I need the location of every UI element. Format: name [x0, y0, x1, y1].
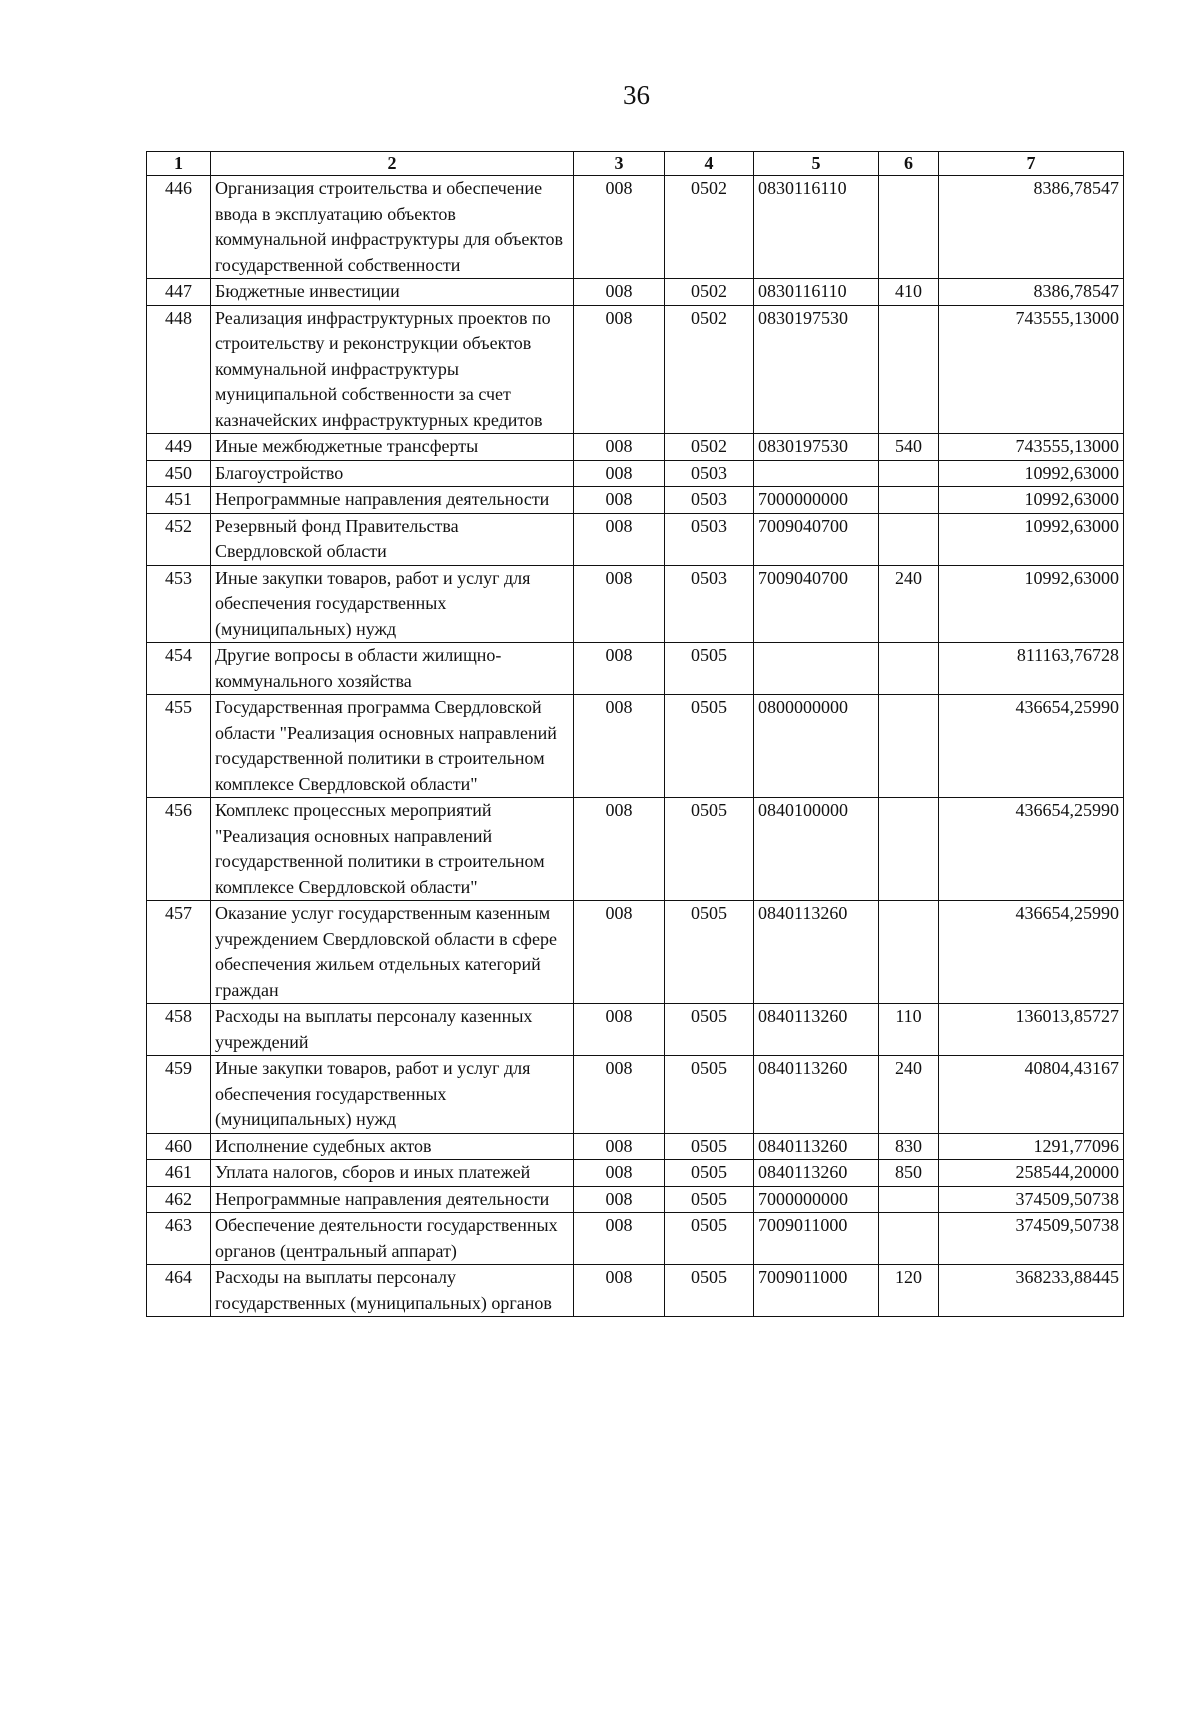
section-code-cell: 0505 — [665, 1133, 754, 1160]
row-number-cell: 452 — [147, 513, 211, 565]
section-code-cell: 0505 — [665, 1160, 754, 1187]
expense-name-cell: Государственная программа Свердловской области "Реализация основных направлений государственной политики в строительном комплексе Свердловской области" — [211, 695, 574, 798]
expense-name-cell: Другие вопросы в области жилищно-коммунального хозяйства — [211, 643, 574, 695]
table-row — [147, 695, 1124, 798]
row-number-cell: 448 — [147, 305, 211, 434]
expense-name-cell: Иные закупки товаров, работ и услуг для обеспечения государственных (муниципальных) нужд — [211, 1056, 574, 1134]
expense-type-code-cell: 830 — [879, 1133, 939, 1160]
department-code-cell: 008 — [574, 565, 665, 643]
target-article-code-cell: 0840100000 — [754, 798, 879, 901]
amount-cell: 436654,25990 — [939, 798, 1124, 901]
section-code-cell: 0502 — [665, 176, 754, 279]
row-number-cell: 459 — [147, 1056, 211, 1134]
section-code-cell: 0505 — [665, 1056, 754, 1134]
expense-type-code-cell — [879, 901, 939, 1004]
target-article-code-cell: 7009011000 — [754, 1265, 879, 1317]
column-header: 2 — [211, 152, 574, 176]
expense-type-code-cell: 240 — [879, 1056, 939, 1134]
section-code-cell: 0503 — [665, 513, 754, 565]
section-code-cell: 0505 — [665, 1004, 754, 1056]
section-code-cell: 0505 — [665, 1265, 754, 1317]
row-number-cell: 454 — [147, 643, 211, 695]
department-code-cell: 008 — [574, 487, 665, 514]
table-row — [147, 901, 1124, 1004]
table-row — [147, 176, 1124, 279]
target-article-code-cell: 0830197530 — [754, 305, 879, 434]
department-code-cell: 008 — [574, 176, 665, 279]
expense-type-code-cell: 240 — [879, 565, 939, 643]
amount-cell: 368233,88445 — [939, 1265, 1124, 1317]
expense-type-code-cell: 110 — [879, 1004, 939, 1056]
target-article-code-cell: 0840113260 — [754, 1004, 879, 1056]
amount-cell: 743555,13000 — [939, 305, 1124, 434]
target-article-code-cell: 0840113260 — [754, 1160, 879, 1187]
section-code-cell: 0505 — [665, 1213, 754, 1265]
column-header: 6 — [879, 152, 939, 176]
expense-name-cell: Бюджетные инвестиции — [211, 279, 574, 306]
row-number-cell: 464 — [147, 1265, 211, 1317]
budget-table — [146, 151, 1124, 1317]
department-code-cell: 008 — [574, 1004, 665, 1056]
department-code-cell: 008 — [574, 798, 665, 901]
row-number-cell: 457 — [147, 901, 211, 1004]
table-header-row — [147, 152, 1124, 176]
row-number-cell: 461 — [147, 1160, 211, 1187]
expense-name-cell: Расходы на выплаты персоналу государственных (муниципальных) органов — [211, 1265, 574, 1317]
expense-type-code-cell — [879, 487, 939, 514]
section-code-cell: 0505 — [665, 1186, 754, 1213]
expense-name-cell: Расходы на выплаты персоналу казенных учреждений — [211, 1004, 574, 1056]
target-article-code-cell: 7000000000 — [754, 487, 879, 514]
column-header: 1 — [147, 152, 211, 176]
amount-cell: 10992,63000 — [939, 513, 1124, 565]
page-number: 36 — [623, 80, 650, 110]
department-code-cell: 008 — [574, 1160, 665, 1187]
department-code-cell: 008 — [574, 1265, 665, 1317]
section-code-cell: 0505 — [665, 643, 754, 695]
department-code-cell: 008 — [574, 305, 665, 434]
row-number-cell: 458 — [147, 1004, 211, 1056]
department-code-cell: 008 — [574, 643, 665, 695]
target-article-code-cell: 0840113260 — [754, 1133, 879, 1160]
column-header: 3 — [574, 152, 665, 176]
department-code-cell: 008 — [574, 513, 665, 565]
table-row — [147, 798, 1124, 901]
row-number-cell: 446 — [147, 176, 211, 279]
target-article-code-cell — [754, 643, 879, 695]
expense-type-code-cell: 120 — [879, 1265, 939, 1317]
table-row — [147, 1213, 1124, 1265]
target-article-code-cell — [754, 460, 879, 487]
row-number-cell: 453 — [147, 565, 211, 643]
section-code-cell: 0505 — [665, 695, 754, 798]
table-row — [147, 305, 1124, 434]
expense-type-code-cell: 410 — [879, 279, 939, 306]
amount-cell: 258544,20000 — [939, 1160, 1124, 1187]
amount-cell: 8386,78547 — [939, 279, 1124, 306]
expense-name-cell: Иные межбюджетные трансферты — [211, 434, 574, 461]
expense-name-cell: Иные закупки товаров, работ и услуг для обеспечения государственных (муниципальных) нужд — [211, 565, 574, 643]
target-article-code-cell: 0840113260 — [754, 1056, 879, 1134]
expense-type-code-cell: 850 — [879, 1160, 939, 1187]
table-row — [147, 434, 1124, 461]
table-row — [147, 1186, 1124, 1213]
table-body — [147, 176, 1124, 1317]
table-row — [147, 1265, 1124, 1317]
row-number-cell: 451 — [147, 487, 211, 514]
department-code-cell: 008 — [574, 1213, 665, 1265]
section-code-cell: 0502 — [665, 305, 754, 434]
expense-name-cell: Резервный фонд Правительства Свердловской области — [211, 513, 574, 565]
expense-name-cell: Обеспечение деятельности государственных органов (центральный аппарат) — [211, 1213, 574, 1265]
expense-name-cell: Уплата налогов, сборов и иных платежей — [211, 1160, 574, 1187]
expense-type-code-cell — [879, 1213, 939, 1265]
expense-type-code-cell — [879, 643, 939, 695]
target-article-code-cell: 7009011000 — [754, 1213, 879, 1265]
expense-name-cell: Реализация инфраструктурных проектов по строительству и реконструкции объектов коммунальной инфраструктуры муниципальной собственности за счет казначейских инфраструктурных кредитов — [211, 305, 574, 434]
target-article-code-cell: 7009040700 — [754, 513, 879, 565]
table-row — [147, 279, 1124, 306]
column-header: 5 — [754, 152, 879, 176]
table-row — [147, 1004, 1124, 1056]
amount-cell: 743555,13000 — [939, 434, 1124, 461]
expense-name-cell: Организация строительства и обеспечение ввода в эксплуатацию объектов коммунальной инфраструктуры для объектов государственной собственности — [211, 176, 574, 279]
target-article-code-cell: 0800000000 — [754, 695, 879, 798]
section-code-cell: 0502 — [665, 434, 754, 461]
expense-name-cell: Непрограммные направления деятельности — [211, 487, 574, 514]
table-row — [147, 643, 1124, 695]
amount-cell: 374509,50738 — [939, 1186, 1124, 1213]
table-row — [147, 513, 1124, 565]
row-number-cell: 460 — [147, 1133, 211, 1160]
expense-type-code-cell — [879, 176, 939, 279]
amount-cell: 8386,78547 — [939, 176, 1124, 279]
amount-cell: 436654,25990 — [939, 695, 1124, 798]
row-number-cell: 463 — [147, 1213, 211, 1265]
section-code-cell: 0505 — [665, 901, 754, 1004]
expense-name-cell: Оказание услуг государственным казенным учреждением Свердловской области в сфере обеспечения жильем отдельных категорий граждан — [211, 901, 574, 1004]
amount-cell: 10992,63000 — [939, 460, 1124, 487]
table-row — [147, 460, 1124, 487]
expense-name-cell: Непрограммные направления деятельности — [211, 1186, 574, 1213]
row-number-cell: 447 — [147, 279, 211, 306]
section-code-cell: 0505 — [665, 798, 754, 901]
department-code-cell: 008 — [574, 1186, 665, 1213]
department-code-cell: 008 — [574, 434, 665, 461]
table-row — [147, 565, 1124, 643]
target-article-code-cell: 0830197530 — [754, 434, 879, 461]
table-row — [147, 1160, 1124, 1187]
target-article-code-cell: 7009040700 — [754, 565, 879, 643]
amount-cell: 10992,63000 — [939, 487, 1124, 514]
target-article-code-cell: 7000000000 — [754, 1186, 879, 1213]
department-code-cell: 008 — [574, 901, 665, 1004]
row-number-cell: 455 — [147, 695, 211, 798]
row-number-cell: 462 — [147, 1186, 211, 1213]
department-code-cell: 008 — [574, 460, 665, 487]
expense-name-cell: Благоустройство — [211, 460, 574, 487]
department-code-cell: 008 — [574, 1056, 665, 1134]
expense-type-code-cell — [879, 305, 939, 434]
department-code-cell: 008 — [574, 279, 665, 306]
target-article-code-cell: 0830116110 — [754, 279, 879, 306]
column-header: 4 — [665, 152, 754, 176]
table-row — [147, 1056, 1124, 1134]
table-row — [147, 487, 1124, 514]
expense-name-cell: Комплекс процессных мероприятий "Реализация основных направлений государственной политики в строительном комплексе Свердловской области" — [211, 798, 574, 901]
expense-type-code-cell — [879, 513, 939, 565]
table-row — [147, 1133, 1124, 1160]
amount-cell: 436654,25990 — [939, 901, 1124, 1004]
section-code-cell: 0502 — [665, 279, 754, 306]
expense-type-code-cell — [879, 460, 939, 487]
section-code-cell: 0503 — [665, 460, 754, 487]
row-number-cell: 450 — [147, 460, 211, 487]
amount-cell: 374509,50738 — [939, 1213, 1124, 1265]
expense-type-code-cell — [879, 798, 939, 901]
row-number-cell: 456 — [147, 798, 211, 901]
expense-type-code-cell — [879, 1186, 939, 1213]
department-code-cell: 008 — [574, 695, 665, 798]
expense-type-code-cell: 540 — [879, 434, 939, 461]
amount-cell: 40804,43167 — [939, 1056, 1124, 1134]
target-article-code-cell: 0830116110 — [754, 176, 879, 279]
expense-type-code-cell — [879, 695, 939, 798]
amount-cell: 811163,76728 — [939, 643, 1124, 695]
department-code-cell: 008 — [574, 1133, 665, 1160]
target-article-code-cell: 0840113260 — [754, 901, 879, 1004]
section-code-cell: 0503 — [665, 487, 754, 514]
expense-name-cell: Исполнение судебных актов — [211, 1133, 574, 1160]
column-header: 7 — [939, 152, 1124, 176]
amount-cell: 10992,63000 — [939, 565, 1124, 643]
section-code-cell: 0503 — [665, 565, 754, 643]
row-number-cell: 449 — [147, 434, 211, 461]
amount-cell: 136013,85727 — [939, 1004, 1124, 1056]
amount-cell: 1291,77096 — [939, 1133, 1124, 1160]
